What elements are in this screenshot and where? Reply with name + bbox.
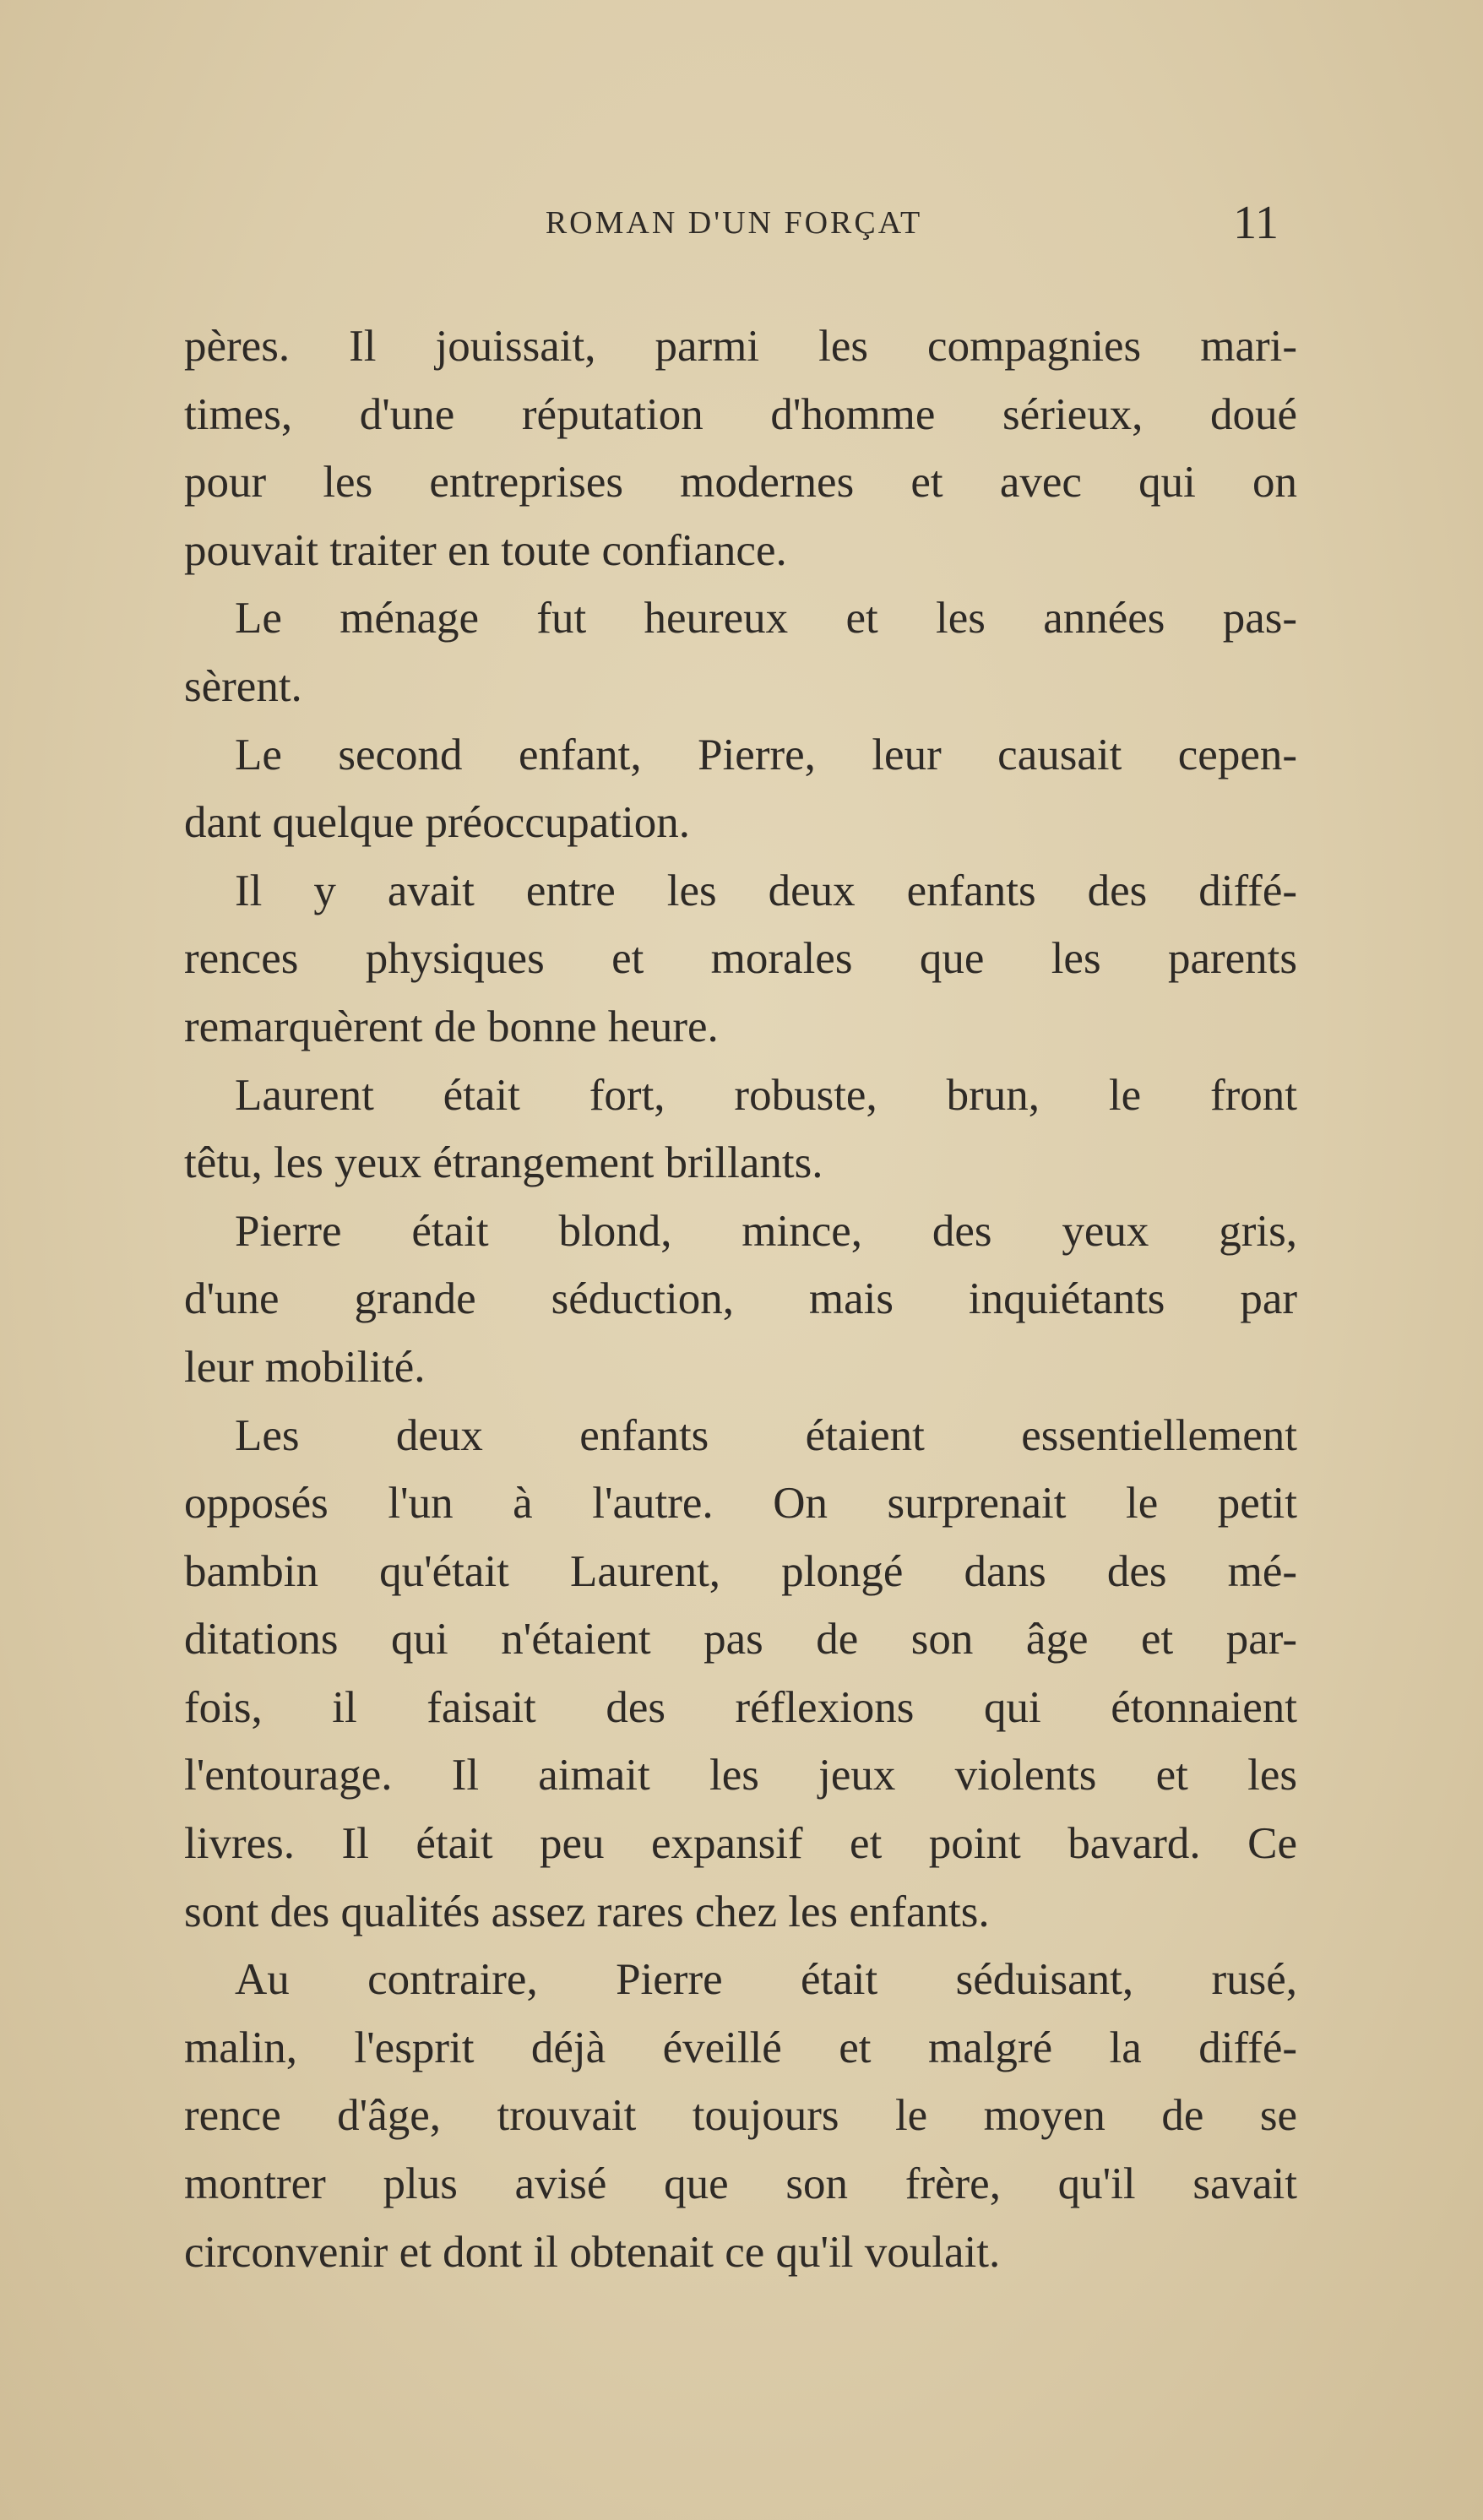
- text-line: remarquèrent de bonne heure.: [184, 1002, 719, 1051]
- text-line: opposés l'un à l'autre. On surprenait le petit: [184, 1479, 1297, 1529]
- text-line: livres. Il était peu expansif et point bavard. Ce: [184, 1819, 1297, 1869]
- body-text: [184, 312, 1297, 2286]
- text-line: Les deux enfants étaient essentiellement: [235, 1410, 1297, 1460]
- text-line: ditations qui n'étaient pas de son âge et par-: [184, 1615, 1297, 1665]
- text-line: têtu, les yeux étrangement brillants.: [184, 1138, 823, 1188]
- text-line: rence d'âge, trouvait toujours le moyen de se: [184, 2091, 1297, 2141]
- text-line: pour les entreprises modernes et avec qui on: [184, 458, 1297, 508]
- text-line: l'entourage. Il aimait les jeux violents et les: [184, 1751, 1297, 1800]
- text-line: pouvait traiter en toute confiance.: [184, 525, 787, 575]
- text-line: Au contraire, Pierre était séduisant, rusé,: [235, 1955, 1297, 2005]
- text-line: Le second enfant, Pierre, leur causait cepen-: [235, 730, 1297, 779]
- running-title: ROMAN D'UN FORÇAT: [545, 205, 923, 241]
- text-line: sont des qualités assez rares chez les enfants.: [184, 1887, 990, 1936]
- text-line: Pierre était blond, mince, des yeux gris,: [235, 1206, 1297, 1256]
- text-line: circonvenir et dont il obtenait ce qu'il voulait.: [184, 2227, 1001, 2277]
- text-line: Le ménage fut heureux et les années pas-: [235, 594, 1297, 644]
- text-line: Il y avait entre les deux enfants des diffé-: [235, 866, 1297, 915]
- page-number: 11: [1233, 197, 1279, 249]
- text-line: Laurent était fort, robuste, brun, le front: [235, 1070, 1297, 1120]
- text-line: pères. Il jouissait, parmi les compagnies mari-: [184, 322, 1297, 371]
- text-line: d'une grande séduction, mais inquiétants par: [184, 1274, 1297, 1324]
- page-header: [189, 196, 1279, 255]
- text-line: fois, il faisait des réflexions qui étonnaient: [184, 1682, 1297, 1732]
- text-line: montrer plus avisé que son frère, qu'il savait: [184, 2159, 1297, 2209]
- text-line: leur mobilité.: [184, 1342, 426, 1392]
- text-line: sèrent.: [184, 661, 302, 711]
- text-line: dant quelque préoccupation.: [184, 798, 690, 848]
- text-line: times, d'une réputation d'homme sérieux, doué: [184, 389, 1297, 439]
- text-line: rences physiques et morales que les parents: [184, 934, 1297, 984]
- text-line: bambin qu'était Laurent, plongé dans des mé-: [184, 1546, 1297, 1596]
- text-line: malin, l'esprit déjà éveillé et malgré la diffé-: [184, 2023, 1297, 2072]
